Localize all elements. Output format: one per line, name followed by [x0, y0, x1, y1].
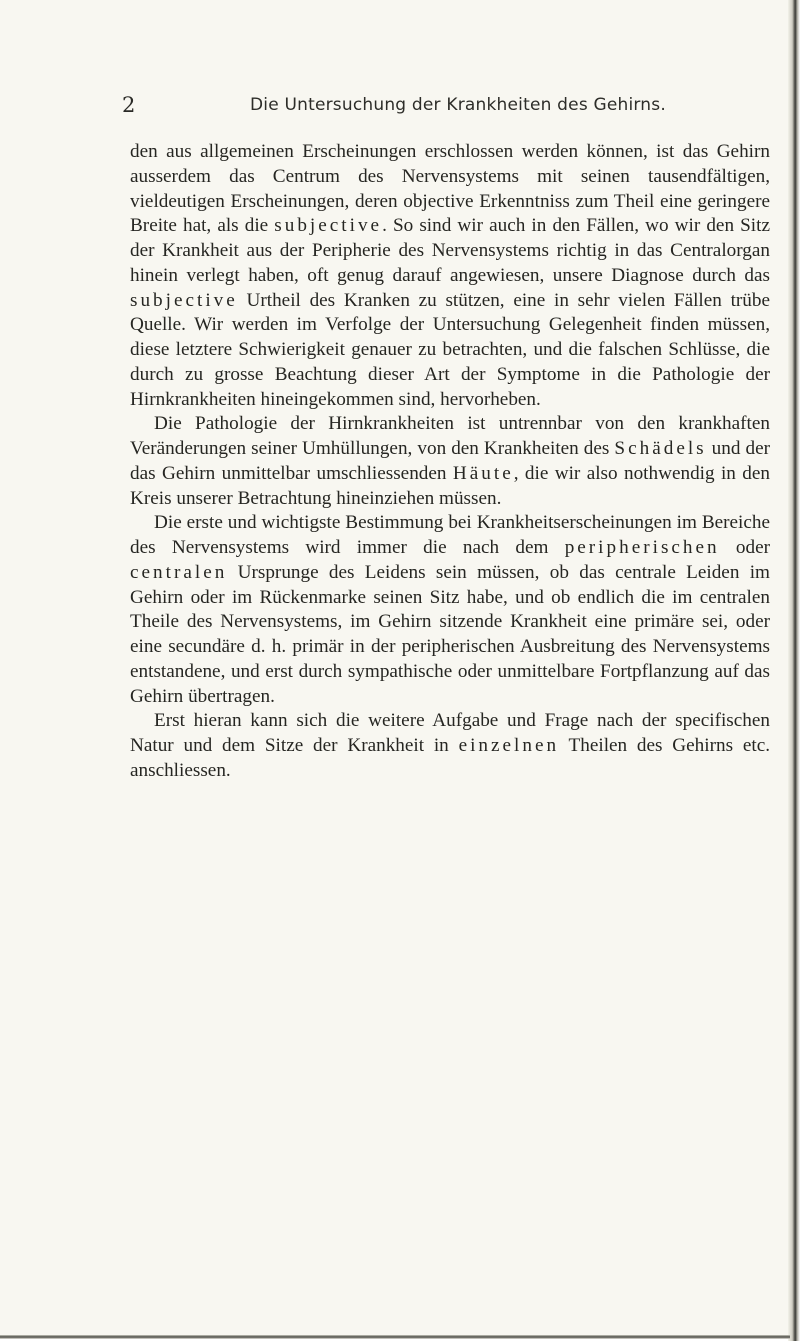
paragraph-3 — [130, 511, 770, 709]
text-segment: Ursprunge des Leidens sein müssen, ob das centrale Leiden im Gehirn oder im Rückenmarke seinen Sitz habe, und ob endlich die im centralen Theile des Nervensystems, im Gehirn sitzende Krankheit eine primäre sei, oder eine secundäre d. h. primär in der peripherischen Ausbreitung des Nervensystems entstandene, und erst durch sympathische oder unmittelbare Fortpflanzung auf das Gehirn übertragen. — [130, 561, 770, 707]
text-segment: Theilen des Gehirns etc. anschliessen. — [130, 735, 771, 781]
paragraph-4 — [130, 709, 770, 783]
emphasis-segment: Schädels — [614, 438, 707, 459]
page-header — [0, 93, 790, 123]
text-segment: , die wir also nothwendig in den Kreis unserer Betrachtung hineinziehen müssen. — [130, 462, 770, 509]
emphasis-segment: centralen — [130, 561, 228, 583]
emphasis-segment: subjective — [274, 215, 383, 237]
page-number: 2 — [122, 93, 136, 117]
emphasis-segment: Häute — [452, 462, 514, 484]
text-segment: Erst hieran kann sich die weitere Aufgabe und Frage nach der specifischen Natur und dem Sitze der Krankheit in — [130, 710, 770, 756]
body-text — [130, 140, 770, 784]
text-segment: Die erste und wichtigste Bestimmung bei Krankheitserscheinungen im Bereiche des Nervensystems wird immer die nach dem — [130, 512, 770, 558]
emphasis-segment: subjective — [130, 289, 238, 311]
text-segment: den aus allgemeinen Erscheinungen erschlossen werden können, ist das Gehirn ausserdem das Centrum des Nervensystems mit seinen tausendfältigen, vieldeutigen Erscheinungen, deren objective Erkenntniss zum Theil eine geringere Breite hat, als die — [130, 141, 770, 237]
text-segment: Urtheil des Kranken zu stützen, eine in sehr vielen Fällen trübe Quelle. Wir werden im Verfolge der Untersuchung Gelegenheit finden müssen, diese letztere Schwierigkeit genauer zu betrachten, und die falschen Schlüsse, die durch zu grosse Beachtung dieser Art der Symptome in die Pathologie der Hirnkrankheiten hineingekommen sind, hervorheben. — [130, 289, 770, 410]
paragraph-1 — [130, 140, 770, 412]
text-segment: . So sind wir auch in den Fällen, wo wir den Sitz der Krankheit aus der Peripherie des Nervensystems richtig in das Centralorgan hinein verlegt haben, oft genug darauf angewiesen, unsere Diagnose durch das — [130, 215, 770, 286]
text-segment: und der das Gehirn unmittelbar umschliessenden — [130, 438, 770, 484]
text-segment: Die Pathologie der Hirnkrankheiten ist untrennbar von den krankhaften Veränderungen seiner Umhüllungen, von den Krankheiten des — [130, 413, 770, 459]
emphasis-segment: einzelnen — [458, 735, 560, 756]
text-segment: oder — [719, 537, 771, 558]
paragraph-2 — [130, 412, 770, 511]
emphasis-segment: peripherischen — [564, 537, 720, 558]
page-edge-right — [788, 0, 800, 1341]
running-head: Die Untersuchung der Krankheiten des Gehirns. — [250, 95, 666, 115]
page-edge-bottom — [0, 1335, 790, 1339]
